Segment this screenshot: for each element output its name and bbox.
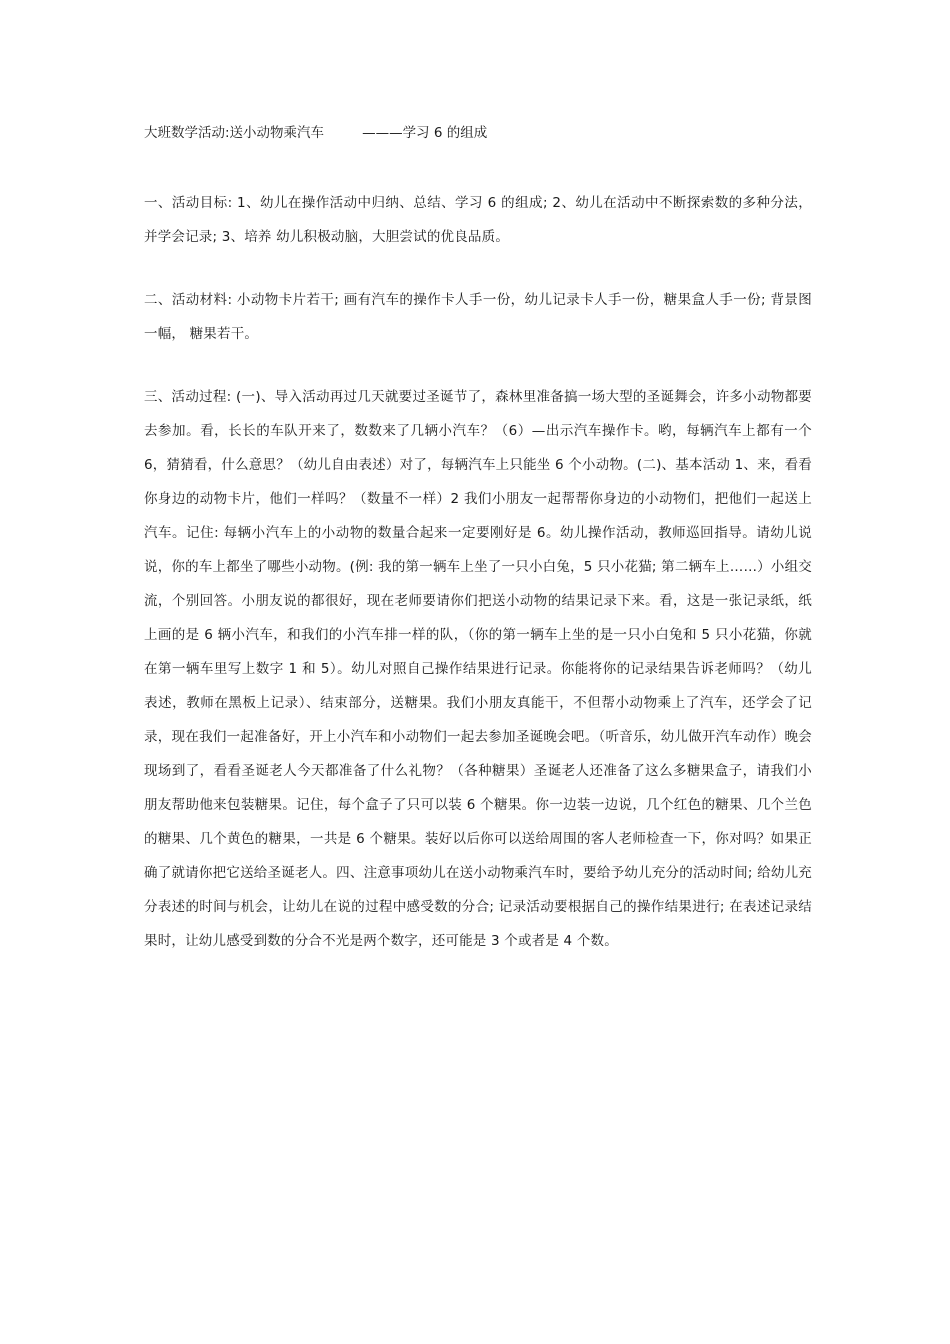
title-main: 大班数学活动:送小动物乘汽车 xyxy=(144,125,325,141)
section-materials: 二、活动材料: 小动物卡片若干; 画有汽车的操作卡人手一份，幼儿记录卡人手一份，糖果盒人手一份; 背景图一幅， 糖果若干。 xyxy=(144,292,812,342)
document-title xyxy=(144,118,812,148)
section-process: 三、活动过程: (一)、导入活动再过几天就要过圣诞节了，森林里准备搞一场大型的圣诞舞会，许多小动物都要去参加。看，长长的车队开来了，数数来了几辆小汽车？（6）—出示汽车操作卡。哟，每辆汽车上都有一个 6，猜猜看，什么意思？（幼儿自由表述）对了，每辆汽车上只能坐 6 个小动物。(二)、基本活动 1、来，看看你身边的动物卡片，他们一样吗？（数量不一样）2 我们小朋友一起帮帮你身边的小动物们，把他们一起送上汽车。记住: 每辆小汽车上的小动物的数量合起来一定要刚好是 6。幼儿操作活动，教师巡回指导。请幼儿说说，你的车上都坐了哪些小动物。(例: 我的第一辆车上坐了一只小白兔，5 只小花猫; 第二辆车上……）小组交流，个别回答。小朋友说的都很好，现在老师要请你们把送小动物的结果记录下来。看，这是一张记录纸，纸上画的是 6 辆小汽车，和我们的小汽车排一样的队，（你的第一辆车上坐的是一只小白兔和 5 只小花猫，你就在第一辆车里写上数字 1 和 5）。幼儿对照自己操作结果进行记录。你能将你的记录结果告诉老师吗？（幼儿表述，教师在黑板上记录）、结束部分，送糖果。我们小朋友真能干，不但帮小动物乘上了汽车，还学会了记录，现在我们一起准备好，开上小汽车和小动物们一起去参加圣诞晚会吧。（听音乐，幼儿做开汽车动作）晚会现场到了，看看圣诞老人今天都准备了什么礼物？（各种糖果）圣诞老人还准备了这么多糖果盒子，请我们小朋友帮助他来包装糖果。记住，每个盒子了只可以装 6 个糖果。你一边装一边说，几个红色的糖果、几个兰色的糖果、几个黄色的糖果，一共是 6 个糖果。装好以后你可以送给周围的客人老师检查一下，你对吗？如果正确了就请你把它送给圣诞老人。四、注意事项幼儿在送小动物乘汽车时，要给予幼儿充分的活动时间; 给幼儿充分表述的时间与机会，让幼儿在说的过程中感受数的分合; 记录活动要根据自己的操作结果进行; 在表述记录结果时，让幼儿感受到数的分合不光是两个数字，还可能是 3 个或者是 4 个数。 xyxy=(144,389,812,949)
section-goals: 一、活动目标: 1、幼儿在操作活动中归纳、总结、学习 6 的组成; 2、幼儿在活动中不断探索数的多种分法，并学会记录; 3、培养 幼儿积极动脑，大胆尝试的优良品质。 xyxy=(144,195,812,245)
document-page xyxy=(144,118,812,958)
title-subtitle: ———学习 6 的组成 xyxy=(362,125,488,141)
